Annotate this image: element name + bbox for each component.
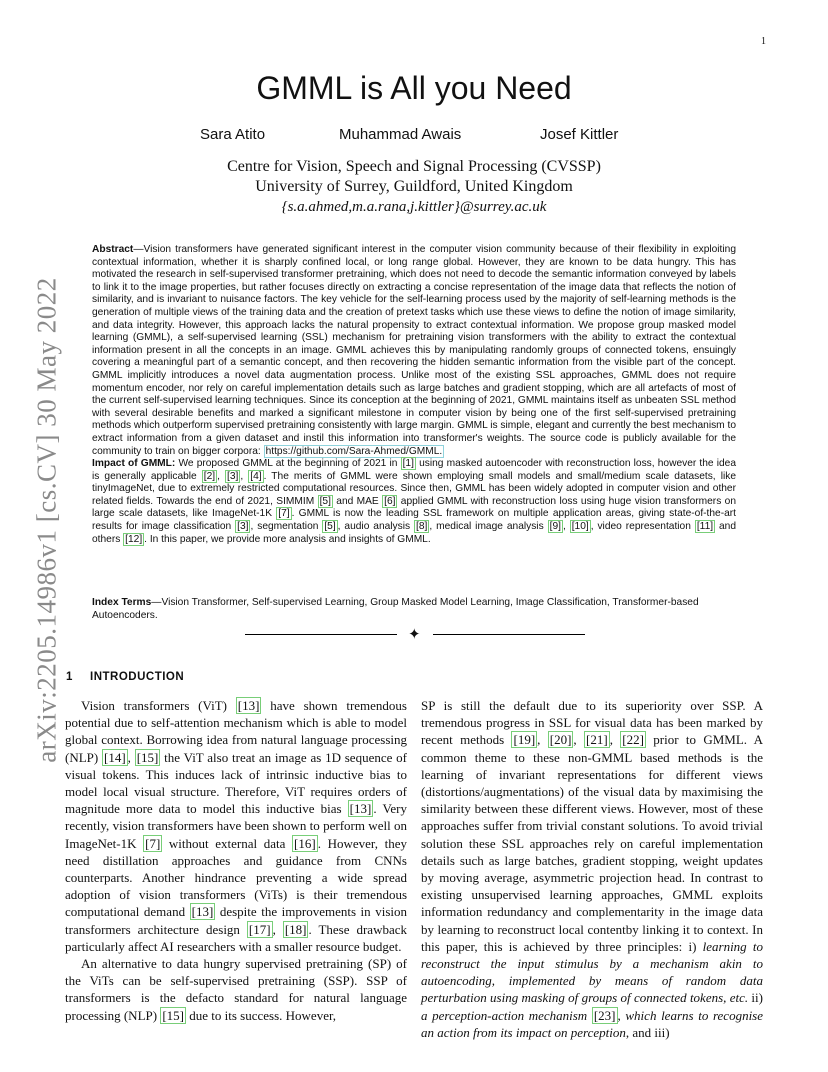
abstract-text: —Vision transformers have generated significant interest in the computer vision community because of their flexibility in exploiting contextual information, whether it is sharply confined local, or long range global. However, they are known to be data hungry. This has motivated the research in self-supervised transformer pretraining, which does not need to decode the semantic information conveyed by labels to link it to the image properties, but rather focuses directly on extracting a concise representation of the image data that reflects the notion of similarity, and is invariant to nuisance factors. The key vehicle for the self-learning process used by the majority of self-learning methods is the generation of multiple views of the training data and the creation of pretext tasks which use these views to define the notion of image similarity, and data integrity. However, this approach lacks the natural propensity to extract contextual information. We propose group masked model learning (GMML), a self-supervised learning (SSL) mechanism for pretraining vision transformers with the ability to extract the contextual information present in all the concepts in an image. GMML achieves this by manipulating randomly groups of connected tokens, ensuingly covering a meaningful part of a semantic concept, and then recovering the hidden semantic information from the visible part of the concept. GMML implicitly introduces a novel data augmentation process. Unlike most of the existing SSL approaches, GMML does not require momentum encoder, nor rely on careful implementation details such as large batches and gradient stopping, which are all artefacts of most of the current self-supervised learning techniques. Since its conception at the beginning of 2021, GMML maintains itself as unbeaten SSL method with several desirable benefits and marked a significant milestone in computer vision by being one of the first self-supervised pretraining methods which outperform supervised pretraining consistently with large margin. GMML is simple, elegant and currently the best mechanism to extract information from a given dataset and instil this information into transformer's weights. The source code is publicly available for the community to train on bigger corpora:	[92, 244, 736, 457]
impact-text: , video representation	[590, 521, 695, 533]
paper-title: GMML is All you Need	[256, 70, 572, 106]
citation-link[interactable]: [23]	[593, 1007, 616, 1023]
body-text: prior to GMML. A common theme to these non-GMML based methods is the learning of invariant representations for different views (distortions/augmentations) of the visual data by maximising the similarity between these different views. However, most of these approaches suffer from trivial constant solutions. To avoid trivial solution these SSL approaches rely on careful implementation details such as large batches, gradient stopping, weight updates by moving average, asymmetric projection head. In contrast to existing unsupervised learning approaches, GMML exploits information redundancy and complementarity in the image data by learning to reconstruct local contentby linking it to context. In this paper, this is achieved by three principles: i)	[421, 732, 764, 954]
italic-text: learning to reconstruct the input stimulus by a mechanism akin to autoencoding, implemented by means of random data perturbation using masking of groups of connected tokens, etc.	[421, 938, 763, 1006]
body-text: ,	[617, 1007, 626, 1023]
citation-link[interactable]: [11]	[696, 521, 714, 533]
index-terms	[92, 596, 736, 622]
body-text: . Very recently, vision transformers have been shown to perform well on ImageNet-1K	[65, 801, 407, 851]
page-number: 1	[761, 36, 766, 47]
citation-link[interactable]: [16]	[294, 835, 316, 851]
body-text: despite the improvements in vision transformers architecture design	[65, 904, 407, 937]
index-terms-text: —Vision Transformer, Self-supervised Learning, Group Masked Model Learning, Image Classification, Transformer-based Autoencoders.	[92, 597, 699, 621]
body-text: ii)	[748, 990, 763, 1006]
citation-link[interactable]: [7]	[145, 835, 161, 851]
citation-link[interactable]: [10]	[571, 521, 589, 533]
code-link[interactable]: https://github.com/Sara-Ahmed/GMML.	[265, 445, 443, 457]
section-divider	[245, 624, 585, 644]
abstract-label: Abstract	[92, 244, 134, 255]
citation-link[interactable]: [17]	[248, 921, 271, 937]
italic-text: a perception-action mechanism	[421, 1007, 588, 1023]
body-text: without external data	[162, 835, 293, 851]
citation-link[interactable]: [13]	[237, 698, 260, 713]
citation-link[interactable]: [13]	[349, 801, 372, 817]
divider-line	[433, 634, 585, 635]
citation-link[interactable]: [5]	[324, 521, 336, 533]
divider-line	[245, 634, 397, 635]
body-text: . However, they need distillation approaches and guidance from CNNs counterparts. Another hindrance preventing a wide spread adoption of vision transformers (ViTs) is their tremendous computational demand	[65, 835, 407, 920]
body-text: due to its success. However,	[186, 1007, 337, 1023]
citation-link[interactable]: [20]	[549, 732, 572, 748]
impact-text: . The merits of GMML were shown employing small models and small/medium scale datasets, like tinyImageNet, due to extremely restricted computational resources. Since then, GMML has been widely adopted in computer vision and other related fields. Towards the end of 2021, SIMMIM	[92, 470, 736, 507]
abstract	[92, 244, 736, 546]
author-name: Muhammad Awais	[339, 126, 462, 143]
citation-link[interactable]: [18]	[284, 921, 307, 937]
index-terms-label: Index Terms	[92, 597, 152, 608]
arxiv-stamp: arXiv:2205.14986v1 [cs.CV] 30 May 2022	[31, 277, 62, 763]
impact-text: applied GMML with reconstruction loss using huge vision transformers on large scale datasets, like ImageNet-1K	[92, 495, 737, 520]
citation-link[interactable]: [4]	[250, 470, 262, 482]
citation-link[interactable]: [15]	[136, 749, 159, 765]
impact-text: We proposed GMML at the beginning of 2021 in	[175, 458, 401, 470]
impact-text: . In this paper, we provide more analysis and insights of GMML.	[144, 533, 431, 545]
body-paragraph	[65, 697, 407, 955]
impact-text: and MAE	[332, 495, 383, 507]
citation-link[interactable]: [21]	[586, 732, 608, 748]
impact-text: , audio analysis	[337, 521, 415, 533]
citation-link[interactable]: [22]	[622, 732, 644, 748]
right-column	[421, 697, 763, 1041]
section-number: 1	[66, 671, 73, 683]
section-title: INTRODUCTION	[90, 671, 185, 683]
impact-text: using masked autoencoder with reconstruction loss, however the idea is generally applicable	[92, 458, 737, 482]
citation-link[interactable]: [3]	[227, 470, 239, 482]
body-text: SP is still the default due to its superiority over SSP. A tremendous progress in SSL for visual data has been marked by recent methods	[421, 698, 763, 748]
citation-link[interactable]: [15]	[162, 1007, 184, 1023]
italic-text: which learns to recognise an action from its impact on perception	[421, 1007, 764, 1040]
diamond-icon: ✦	[408, 625, 421, 643]
body-text: ,	[272, 921, 283, 937]
body-text: the ViT also treat an image as 1D sequence of visual tokens. This induces lack of intrinsic inductive bias to model local visual structure. Therefore, ViT requires orders of magnitude more data to model this inductive bias	[65, 749, 407, 817]
body-text: . These drawback particularly affect AI researchers with a smaller resource budget.	[65, 921, 408, 954]
citation-link[interactable]: [12]	[125, 533, 143, 545]
citation-link[interactable]: [2]	[203, 470, 216, 482]
body-paragraph	[421, 697, 763, 1041]
impact-text: and others	[92, 521, 737, 545]
citation-link[interactable]: [19]	[513, 732, 536, 748]
body-text: Vision transformers (ViT)	[81, 698, 236, 713]
left-column	[65, 697, 407, 1024]
author-name: Josef Kittler	[540, 126, 619, 143]
abstract-paragraph	[92, 244, 736, 458]
impact-text: . GMML is now the leading SSL framework on multiple application areas, giving state-of-the-art results for image classification	[92, 508, 736, 533]
impact-text: ,	[562, 521, 570, 533]
body-text: ,	[127, 749, 135, 765]
author-emails: {s.a.ahmed,m.a.rana,j.kittler}@surrey.ac.uk	[281, 199, 547, 215]
citation-link[interactable]: [1]	[402, 458, 414, 470]
section-heading	[66, 671, 184, 683]
affiliation	[0, 157, 828, 217]
citation-link[interactable]: [6]	[384, 495, 396, 507]
citation-link[interactable]: [7]	[278, 508, 290, 520]
body-text: An alternative to data hungry supervised pretraining (SP) of the ViTs can be self-supervised pretraining (SSP). SSP of transformers is the defacto standard for natural language processing (NLP)	[65, 956, 407, 1023]
affiliation-line: Centre for Vision, Speech and Signal Processing (CVSSP)	[227, 158, 601, 175]
citation-link[interactable]: [9]	[549, 521, 561, 533]
body-text: , and iii)	[625, 1024, 670, 1040]
author-name: Sara Atito	[200, 126, 266, 143]
body-text: ,	[573, 732, 585, 748]
impact-paragraph	[92, 458, 736, 546]
citation-link[interactable]: [13]	[191, 904, 214, 920]
citation-link[interactable]: [8]	[416, 521, 428, 533]
impact-text: ,	[240, 470, 249, 482]
body-text: ,	[609, 732, 621, 748]
impact-text: ,	[217, 470, 226, 482]
impact-text: , medical image analysis	[429, 521, 548, 533]
affiliation-line: University of Surrey, Guildford, United Kingdom	[255, 178, 573, 195]
body-paragraph	[65, 955, 407, 1024]
citation-link[interactable]: [3]	[237, 521, 249, 533]
impact-text: , segmentation	[250, 521, 323, 533]
citation-link[interactable]: [14]	[104, 749, 126, 765]
citation-link[interactable]: [5]	[319, 495, 331, 507]
body-text: ,	[537, 732, 548, 748]
body-text: have shown tremendous potential due to self-attention mechanism which is able to model global context. Borrowing idea from natural language processing (NLP)	[65, 698, 407, 765]
impact-label: Impact of GMML:	[92, 458, 176, 470]
